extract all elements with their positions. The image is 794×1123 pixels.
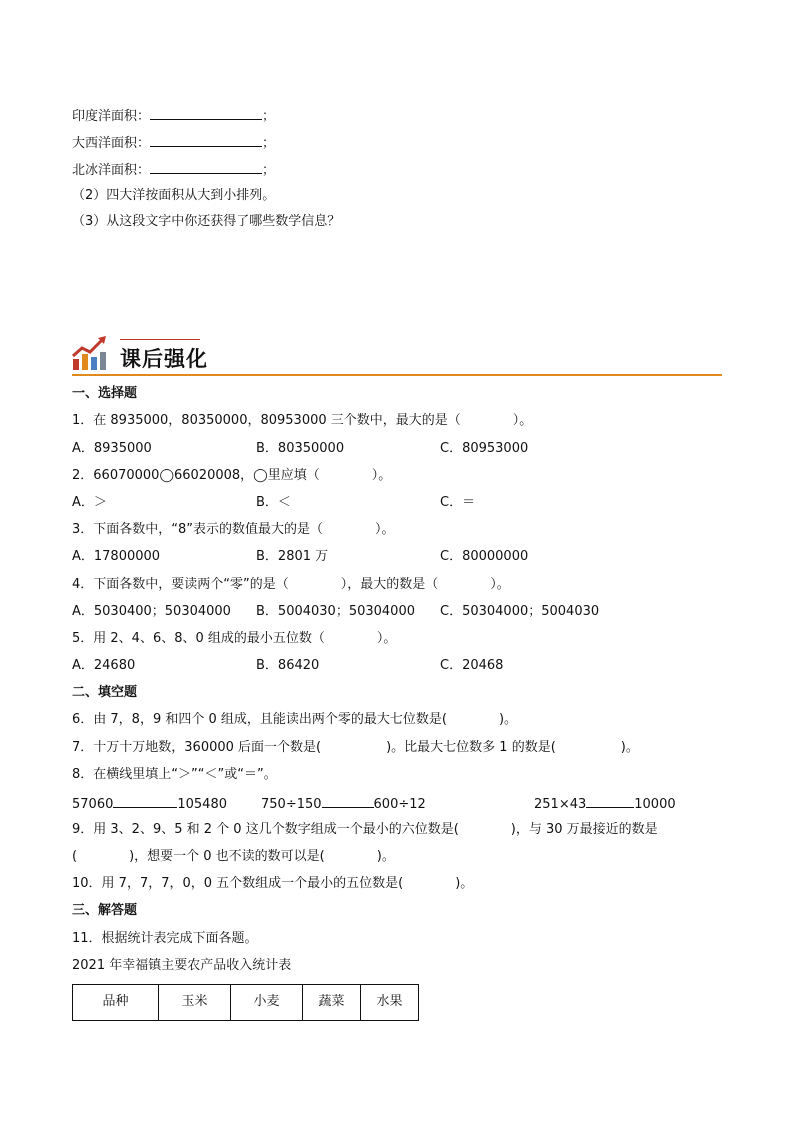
table-header-cell: 品种 bbox=[73, 985, 159, 1021]
question-8: 8．在横线里填上“＞”“＜”或“＝”。 bbox=[72, 767, 277, 782]
area-label: 印度洋面积： bbox=[72, 109, 151, 124]
compare-right: 600÷12 bbox=[373, 797, 426, 812]
section-header bbox=[72, 335, 722, 377]
area-tail: ； bbox=[262, 136, 276, 151]
question-5: 5．用 2、4、6、8、0 组成的最小五位数（ ）。 bbox=[72, 631, 397, 646]
option-c[interactable]: C．50304000；5004030 bbox=[440, 604, 600, 619]
title-underline bbox=[72, 374, 722, 376]
compare-item-2 bbox=[261, 794, 426, 814]
table-header-cell: 水果 bbox=[361, 985, 419, 1021]
question-9-line-1: 9．用 3、2、9、5 和 2 个 0 这几个数字组成一个最小的六位数是( )，与 30 万最接近的数是 bbox=[72, 822, 658, 837]
question-3: 3．下面各数中，“8”表示的数值最大的是（ ）。 bbox=[72, 522, 395, 537]
option-a[interactable]: A．＞ bbox=[72, 495, 107, 510]
question-6: 6．由 7，8，9 和四个 0 组成，且能读出两个零的最大七位数是( )。 bbox=[72, 712, 518, 727]
option-c[interactable]: C．＝ bbox=[440, 495, 476, 510]
answer-blank[interactable] bbox=[150, 133, 262, 147]
question-2-text: （2）四大洋按面积从大到小排列。 bbox=[72, 188, 276, 203]
compare-right: 105480 bbox=[177, 797, 227, 812]
part2-heading: 二、填空题 bbox=[72, 685, 138, 700]
question-1: 1．在 8935000，80350000，80953000 三个数中，最大的是（ ）。 bbox=[72, 413, 533, 428]
option-b[interactable]: B．5004030；50304000 bbox=[256, 604, 415, 619]
compare-item-3 bbox=[534, 794, 676, 814]
option-c[interactable]: C．20468 bbox=[440, 658, 504, 673]
area-tail: ； bbox=[262, 109, 276, 124]
table-header-cell: 蔬菜 bbox=[303, 985, 361, 1021]
question-10: 10．用 7，7，7，0，0 五个数组成一个最小的五位数是( )。 bbox=[72, 876, 474, 891]
option-a[interactable]: A．17800000 bbox=[72, 549, 161, 564]
title-overline bbox=[120, 339, 200, 340]
option-b[interactable]: B．86420 bbox=[256, 658, 320, 673]
area-line-atlantic bbox=[72, 133, 275, 153]
table-header-cell: 小麦 bbox=[231, 985, 303, 1021]
question-11: 11．根据统计表完成下面各题。 bbox=[72, 931, 258, 946]
question-4: 4．下面各数中，要读两个“零”的是（ ），最大的数是（ ）。 bbox=[72, 577, 510, 592]
compare-blank[interactable] bbox=[322, 794, 374, 808]
compare-item-1 bbox=[72, 794, 227, 814]
option-b[interactable]: B．80350000 bbox=[256, 441, 345, 456]
area-label: 大西洋面积： bbox=[72, 136, 151, 151]
question-9-line-2: ( )，想要一个 0 也不读的数可以是( )。 bbox=[72, 849, 395, 864]
part3-heading: 三、解答题 bbox=[72, 903, 138, 918]
option-a[interactable]: A．24680 bbox=[72, 658, 136, 673]
area-tail: ； bbox=[262, 163, 276, 178]
compare-left: 750÷150 bbox=[261, 797, 322, 812]
area-line-arctic bbox=[72, 160, 275, 180]
area-line-indian bbox=[72, 106, 275, 126]
option-a[interactable]: A．5030400；50304000 bbox=[72, 604, 231, 619]
option-c[interactable]: C．80953000 bbox=[440, 441, 529, 456]
answer-blank[interactable] bbox=[150, 160, 262, 174]
answer-blank[interactable] bbox=[150, 106, 262, 120]
section-title: 课后强化 bbox=[120, 347, 208, 371]
option-b[interactable]: B．＜ bbox=[256, 495, 291, 510]
compare-blank[interactable] bbox=[586, 794, 634, 808]
question-2: 2．66070000◯66020008，◯里应填（ ）。 bbox=[72, 468, 392, 483]
compare-left: 57060 bbox=[72, 797, 114, 812]
part1-heading: 一、选择题 bbox=[72, 386, 138, 401]
table-header-cell: 玉米 bbox=[159, 985, 231, 1021]
compare-left: 251×43 bbox=[534, 797, 587, 812]
table-title: 2021 年幸福镇主要农产品收入统计表 bbox=[72, 958, 292, 973]
compare-right: 10000 bbox=[634, 797, 676, 812]
stat-table bbox=[72, 984, 419, 1021]
area-label: 北冰洋面积： bbox=[72, 163, 151, 178]
bar-chart-trend-icon bbox=[72, 335, 108, 371]
compare-blank[interactable] bbox=[113, 794, 177, 808]
option-a[interactable]: A．8935000 bbox=[72, 441, 152, 456]
question-7: 7．十万十万地数，360000 后面一个数是( )。比最大七位数多 1 的数是( )。 bbox=[72, 740, 639, 755]
option-c[interactable]: C．80000000 bbox=[440, 549, 529, 564]
option-b[interactable]: B．2801 万 bbox=[256, 549, 329, 564]
table-header-row bbox=[73, 985, 419, 1021]
question-3-text: （3）从这段文字中你还获得了哪些数学信息？ bbox=[72, 214, 341, 229]
